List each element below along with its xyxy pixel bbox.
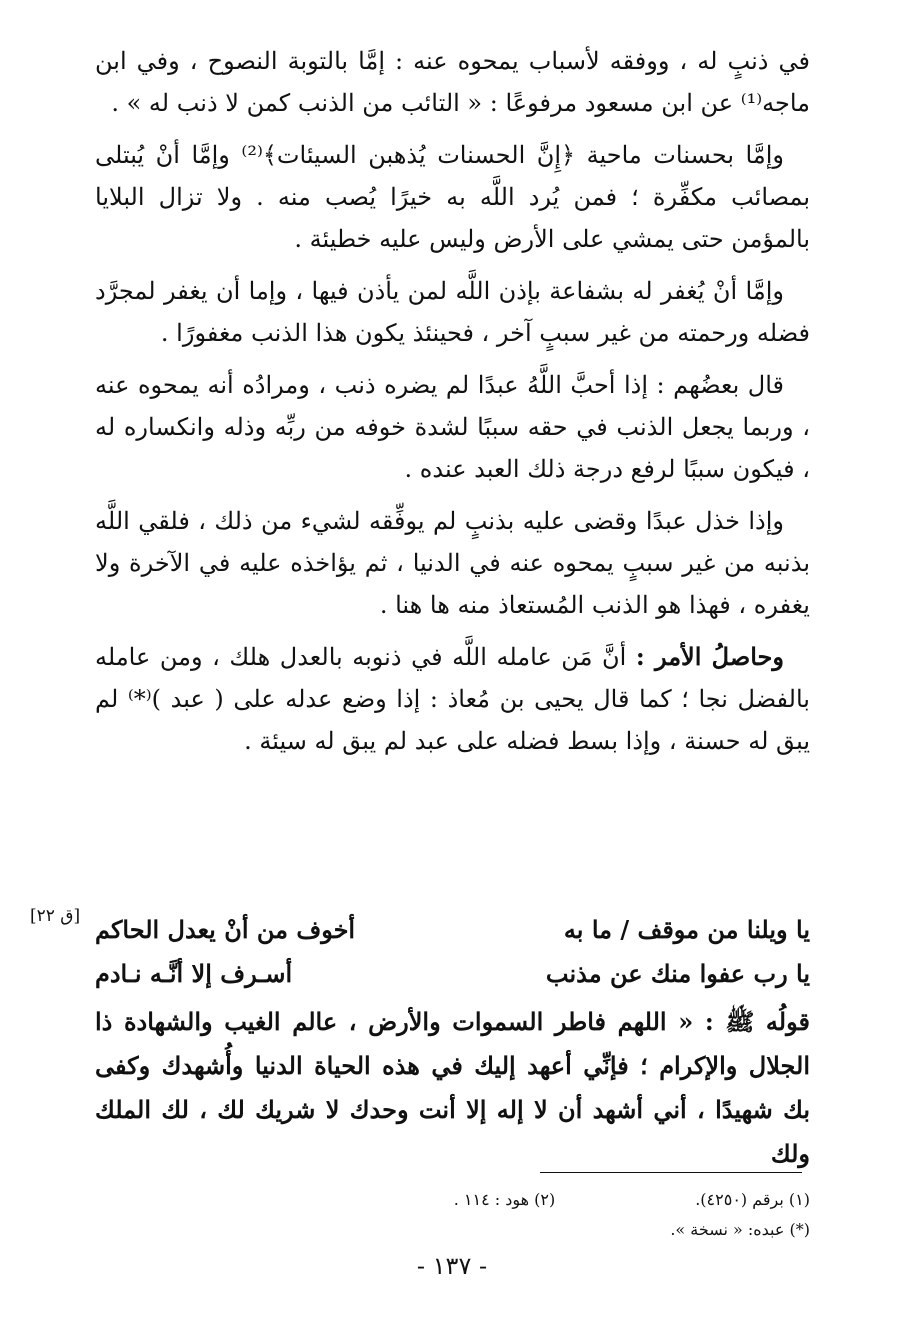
- verse-line-1: [95, 908, 810, 952]
- paragraph-2: وإمَّا بحسنات ماحية ﴿إِنَّ الحسنات يُذهبن السيئات﴾⁽²⁾ وإمَّا أنْ يُبتلى بمصائب مكفِّرة ؛ فمن يُرد اللَّه به خيرًا يُصب منه . ولا تزال البلايا بالمؤمن حتى يمشي على الأرض وليس عليه خطيئة .: [95, 141, 811, 253]
- paragraph-5: وإذا خذل عبدًا وقضى عليه بذنبٍ لم يوفِّقه لشيء من ذلك ، فلقي اللَّه بذنبه من غير سببٍ يمحوه عنه في الدنيا ، ثم يؤاخذه عليه في الآخرة ولا يغفره ، فهذا هو الذنب المُستعاذ منه ها هنا .: [95, 507, 810, 619]
- verse-2-second-hemistich: أسـرف إلا أنَّـه نـادم: [95, 959, 293, 988]
- footnote-star: (*) عبده: « نسخة ».: [670, 1220, 810, 1239]
- main-text: [95, 40, 810, 772]
- verse-2-first-hemistich: يا رب عفوا منك عن مذنب: [545, 959, 810, 988]
- verse-1-second-hemistich: أخوف من أنْ يعدل الحاكم: [95, 915, 356, 944]
- footnote-row: [95, 1185, 810, 1215]
- hadith-paragraph: قولُه ﷺ : « اللهم فاطر السموات والأرض ، عالم الغيب والشهادة ذا الجلال والإكرام ؛ فإنِّي أعهد إليك في هذه الحياة الدنيا وأُشهدك وكفى بك شهيدًا ، أني أشهد أن لا إله إلا أنت وحدك لا شريك لك ، لك الملك ولك: [95, 1007, 810, 1168]
- poem-verses: [95, 908, 810, 996]
- page-number: - ١٣٧ -: [416, 1252, 488, 1280]
- manuscript-folio-note: [ق ٢٢]: [30, 906, 81, 926]
- footnote-2: (٢) هود : ١١٤ .: [453, 1190, 556, 1209]
- paragraph-4: قال بعضُهم : إذا أحبَّ اللَّهُ عبدًا لم يضره ذنب ، ومرادُه أنه يمحوه عنه ، وربما يجعل الذنب في حقه سببًا لشدة خوفه من ربِّه وذله وانكساره له ، فيكون سببًا لرفع درجة ذلك العبد عنده .: [95, 371, 810, 483]
- paragraph-6-text: أنَّ مَن عامله اللَّه في ذنوبه بالعدل هلك ، ومن عامله بالفضل نجا ؛ كما قال يحيى بن مُعاذ : إذا وضع عدله على ( عبد )⁽*⁾ لم يبق له حسنة ، وإذا بسط فضله على عبد لم يبق له سيئة .: [95, 643, 810, 755]
- paragraph-3: وإمَّا أنْ يُغفر له بشفاعة بإذن اللَّه لمن يأذن فيها ، وإما أن يغفر لمجرَّد فضله ورحمته من غير سببٍ آخر ، فحينئذ يكون هذا الذنب مغفورًا .: [95, 277, 810, 347]
- verse-line-2: [95, 952, 810, 996]
- footnote-divider: [540, 1172, 802, 1173]
- paragraph-6: [95, 636, 810, 762]
- paragraph-1: في ذنبٍ له ، ووفقه لأسباب يمحوه عنه : إمَّا بالتوبة النصوح ، وفي ابن ماجه⁽¹⁾ عن ابن مسعود مرفوعًا : « التائب من الذنب كمن لا ذنب له » .: [95, 47, 810, 117]
- lead-bold-text: وحاصلُ الأمر :: [635, 642, 784, 671]
- verse-1-first-hemistich: يا ويلنا من موقف / ما به: [563, 915, 810, 944]
- footnotes: [95, 1185, 810, 1245]
- footnote-1: (١) برقم (٤٢٥٠).: [695, 1190, 810, 1209]
